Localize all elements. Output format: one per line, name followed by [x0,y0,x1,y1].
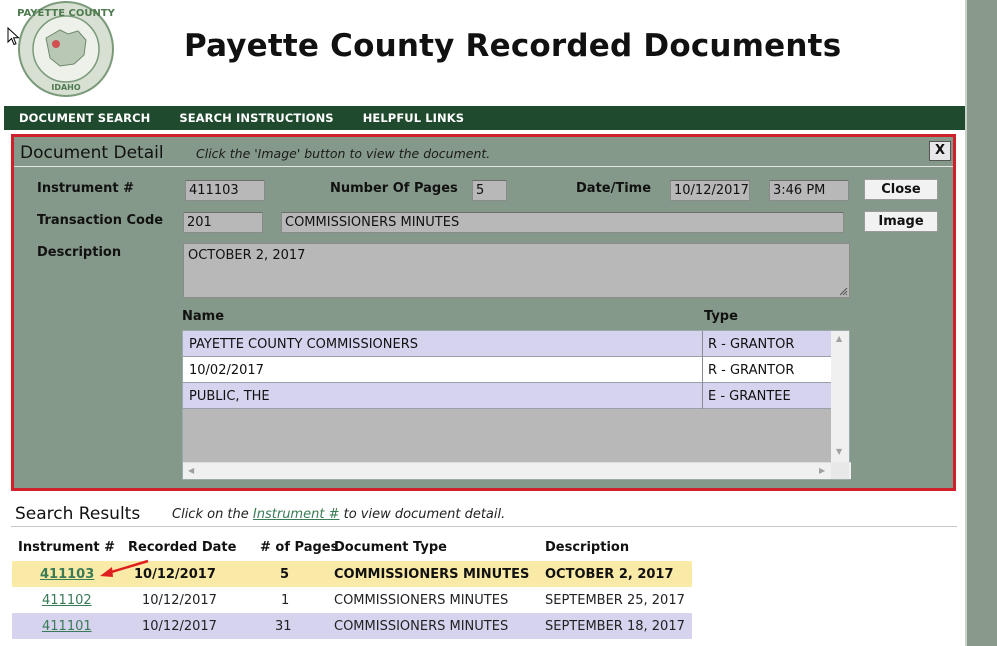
instrument-link[interactable]: 411102 [42,593,92,608]
names-row-type: R - GRANTOR [708,337,795,352]
transaction-label: Transaction Code [37,213,164,228]
image-button[interactable]: Image [864,211,938,232]
scroll-corner [831,462,849,479]
recorded-date: 10/12/2017 [134,567,216,582]
document-type: COMMISSIONERS MINUTES [334,567,530,582]
detail-hint: Click the 'Image' button to view the document. [196,146,491,161]
names-vertical-scrollbar[interactable] [831,331,849,463]
names-row-type: E - GRANTEE [708,389,791,404]
detail-header [14,137,953,167]
instrument-field[interactable]: 411103 [185,180,265,201]
date-field[interactable]: 10/12/2017 [670,180,750,201]
page-count: 5 [280,567,290,582]
document-type: COMMISSIONERS MINUTES [334,619,509,634]
results-hint [172,507,505,522]
names-horizontal-scrollbar[interactable] [183,462,851,479]
page-right-gutter [965,0,997,646]
transaction-desc-field[interactable]: COMMISSIONERS MINUTES [281,212,844,233]
nav-helpful-links[interactable]: HELPFUL LINKS [362,111,465,125]
svg-text:IDAHO: IDAHO [51,83,81,92]
scroll-right-icon[interactable]: ▶ [819,466,826,475]
document-description: OCTOBER 2, 2017 [545,567,674,582]
results-hint-suffix: to view document detail. [339,507,506,522]
recorded-date: 10/12/2017 [142,593,217,608]
col-description-header[interactable]: Description [545,540,630,555]
nav-document-search[interactable]: DOCUMENT SEARCH [19,111,151,125]
col-pages-header[interactable]: # of Pages [260,540,339,555]
description-textarea[interactable] [183,243,850,298]
document-detail-panel [11,134,956,491]
description-label: Description [37,245,122,260]
page-count: 1 [281,593,290,608]
instrument-link[interactable]: 411101 [42,619,92,634]
page-count: 31 [275,619,292,634]
nav-search-instructions[interactable]: SEARCH INSTRUCTIONS [179,111,334,125]
page-title: Payette County Recorded Documents [184,28,842,64]
results-divider [11,526,957,527]
main-nav [4,106,965,130]
pages-field[interactable]: 5 [472,180,507,201]
col-recorded-header[interactable]: Recorded Date [128,540,237,555]
close-panel-button[interactable]: X [929,141,951,161]
results-hint-prefix: Click on the [172,507,253,522]
names-row[interactable] [183,383,831,409]
document-type: COMMISSIONERS MINUTES [334,593,509,608]
names-name-header: Name [182,309,225,324]
description-text: OCTOBER 2, 2017 [188,248,306,263]
document-description: SEPTEMBER 25, 2017 [545,593,685,608]
names-row-name: PAYETTE COUNTY COMMISSIONERS [189,337,418,352]
names-row-name: PUBLIC, THE [189,389,270,404]
col-doctype-header[interactable]: Document Type [334,540,447,555]
red-arrow-annotation [98,558,150,580]
names-row[interactable] [183,357,831,383]
resize-grip-icon[interactable] [839,287,848,296]
recorded-date: 10/12/2017 [142,619,217,634]
document-description: SEPTEMBER 18, 2017 [545,619,685,634]
detail-title: Document Detail [20,143,164,163]
table-row[interactable] [12,587,692,613]
county-seal-logo [16,0,116,98]
time-field[interactable]: 3:46 PM [769,180,849,201]
results-title: Search Results [15,504,141,524]
site-header [0,0,965,106]
col-instrument-header[interactable]: Instrument # [18,540,115,555]
names-type-header: Type [704,309,738,324]
mouse-pointer-icon [7,27,21,47]
names-row-type: R - GRANTOR [708,363,795,378]
transaction-code-field[interactable]: 201 [183,212,263,233]
scroll-down-icon[interactable]: ▼ [836,447,843,456]
table-row[interactable] [12,613,692,639]
results-hint-link[interactable]: Instrument # [252,507,340,522]
scroll-up-icon[interactable]: ▲ [836,334,843,343]
names-row-name: 10/02/2017 [189,363,264,378]
names-list [182,330,850,480]
names-row[interactable] [183,331,831,357]
close-button[interactable]: Close [864,179,938,200]
scroll-left-icon[interactable]: ◀ [188,466,195,475]
instrument-link[interactable]: 411103 [40,567,95,582]
names-list-box [182,330,850,480]
datetime-label: Date/Time [576,181,652,196]
svg-text:PAYETTE COUNTY: PAYETTE COUNTY [17,8,115,19]
instrument-label: Instrument # [37,181,134,196]
pages-label: Number Of Pages [330,181,458,196]
